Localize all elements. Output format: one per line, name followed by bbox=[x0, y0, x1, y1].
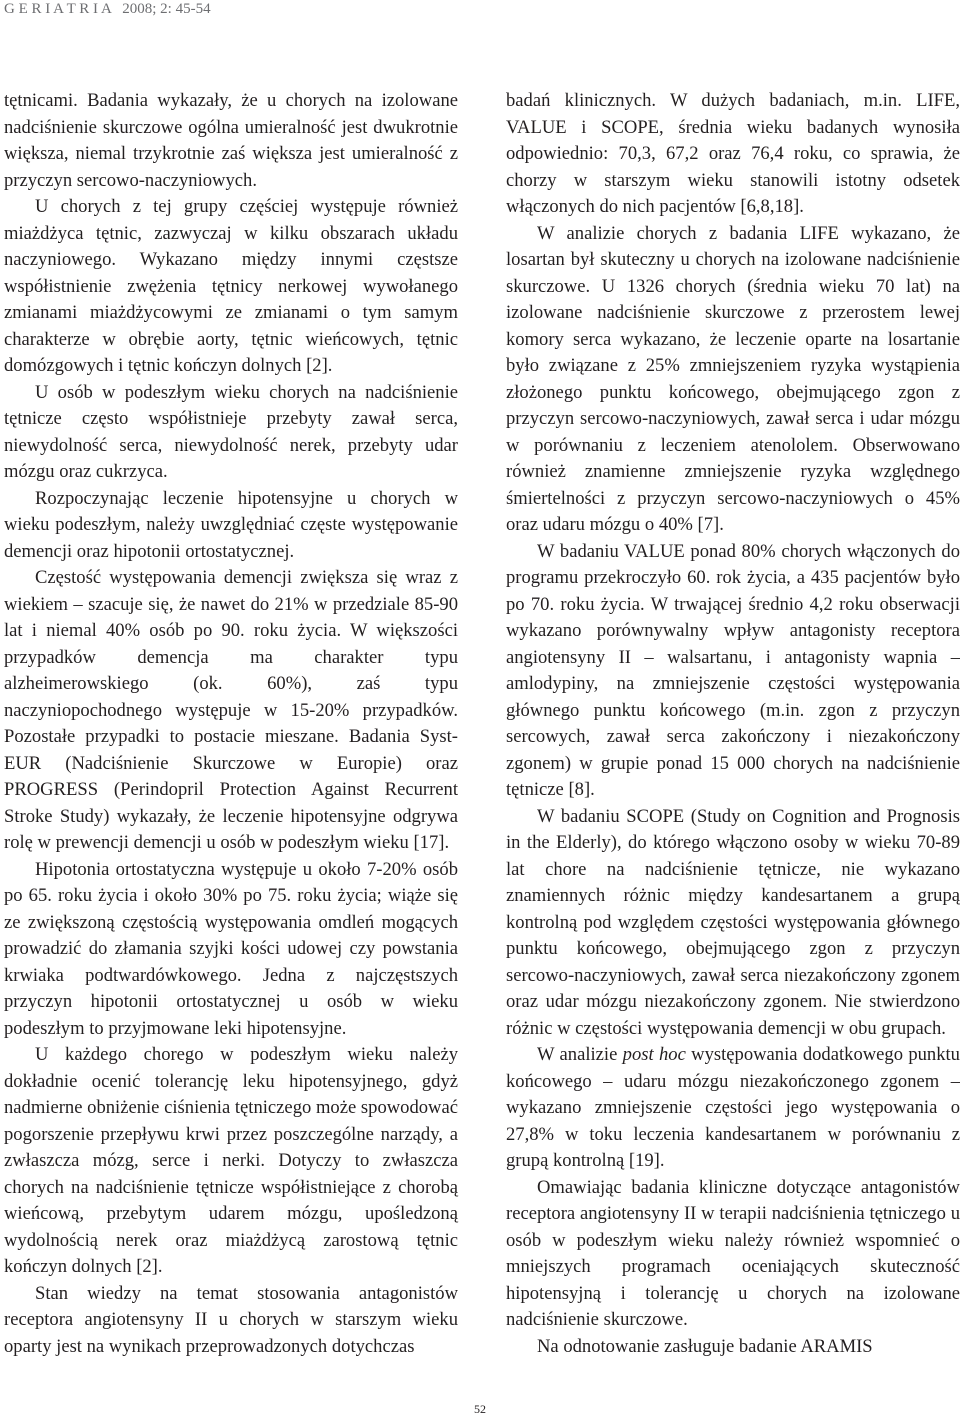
paragraph: tętnicami. Badania wykazały, że u chorych na izolowane nadciśnienie skurczowe ogólna umieralność jest dwukrotnie większa, niemal trzykrotnie zaś większa jest umieralność z przyczyn sercowo-naczyniowych. bbox=[4, 90, 458, 191]
paragraph-post-hoc bbox=[506, 1042, 960, 1175]
paragraph: Omawiając badania kliniczne dotyczące antagonistów receptora angiotensyny II w terapii nadciśnienia tętniczego u osób w podeszłym wieku należy również wspomnieć o mniejszych programach oceniających skuteczność hipotensyjną i tolerancję u chorych na izolowane nadciśnienie skurczowe. bbox=[506, 1176, 960, 1330]
journal-citation: 2008; 2: 45-54 bbox=[122, 1, 211, 17]
paragraph: Częstość występowania demencji zwiększa się wraz z wiekiem – szacuje się, że nawet do 21% w przedziale 85-90 lat i niemal 40% osób po 90. roku życia. W większości przypadków demencja ma charakter typu alzheimerowskiego (ok. 60%), zaś typu naczyniopochodnego występuje w 15-20% przypadków. Pozostałe przypadki to postacie mieszane. Badania Syst-EUR (Nadciśnienie Skurczowe w Europie) oraz PROGRESS (Perindopril Protection Against Recurrent Stroke Study) wykazały, że leczenie hipotensyjne odgrywa rolę w prewencji demencji u osób w podeszłym wieku [17]. bbox=[4, 567, 458, 853]
paragraph: W badaniu VALUE ponad 80% chorych włączonych do programu przekroczyło 60. rok życia, a 435 pacjentów było po 70. roku życia. W trwającej średnio 4,2 roku obserwacji wykazano porównywalny wpływ antagonisty receptora angiotensyny II – walsartanu, i antagonisty wapnia – amlodypiny, na zmniejszenie częstości występowania głównego punktu końcowego (m.in. zgon z przyczyn sercowych, zawał serca zakończony i niezakończony zgonem) w grupie ponad 15 000 chorych na nadciśnienie tętnicze [8]. bbox=[506, 540, 960, 800]
paragraph: Hipotonia ortostatyczna występuje u około 7-20% osób po 65. roku życia i około 30% po 75. roku życia; wiąże się ze zwiększoną częstością występowania omdleń mogących prowadzić do złamania szyjki kości udowej czy powstania krwiaka podtwardówkowego. Jedna z najczęstszych przyczyn hipotonii ortostatycznej u osób w wieku podeszłym to przyjmowane leki hipotensyjne. bbox=[4, 858, 458, 1039]
paragraph: W analizie chorych z badania LIFE wykazano, że losartan był skuteczny u chorych na izolowane nadciśnienie skurczowe. U 1326 chorych (średnia wieku 70 lat) na izolowane nadciśnienie skurczowe z przerostem lewej komory serca wykazano, że leczenie oparte na losartanie było związane z 25% zmniejszeniem ryzyka wystąpienia złożonego punktu końcowego, obejmującego zgon z przyczyn sercowo-naczyniowych, zawał serca i udar mózgu w porównaniu z leczeniem atenololem. Obserwowano również znamienne zmniejszenie ryzyka względnego śmiertelności z przyczyn sercowo-naczyniowych o 45% oraz udaru mózgu o 40% [7]. bbox=[506, 222, 960, 535]
journal-name: G E R I A T R I A bbox=[4, 1, 111, 17]
right-column bbox=[506, 88, 960, 1360]
paragraph: U chorych z tej grupy częściej występuje również miażdżyca tętnic, zazwyczaj w kilku obszarach układu naczyniowego. Wykazano między innymi częstsze współistnienie zwężenia tętnicy nerkowej wywołanego zmianami miażdżycowymi ze zmianami o tym samym charakterze w obrębie aorty, tętnic wieńcowych, tętnic domózgowych i tętnic kończyn dolnych [2]. bbox=[4, 196, 458, 376]
paragraph: W badaniu SCOPE (Study on Cognition and Prognosis in the Elderly), do którego włączono osoby w wieku 70-89 lat chore na nadciśnienie tętnicze, nie wykazano znamiennych różnic między kandesartanem a grupą kontrolną pod względem częstości występowania głównego punktu końcowego, obejmującego zgon z przyczyn sercowo-naczyniowych, zawał serca niezakończony zgonem oraz udar mózgu niezakończony zgonem. Nie stwierdzono różnic w częstości występowania demencji w obu grupach. bbox=[506, 805, 960, 1039]
paragraph: U osób w podeszłym wieku chorych na nadciśnienie tętnicze często współistnieje przebyty zawał serca, niewydolność serca, niewydolność nerek, przebyty udar mózgu oraz cukrzyca. bbox=[4, 381, 458, 482]
page-number: 52 bbox=[474, 1402, 486, 1416]
left-column bbox=[4, 88, 458, 1360]
paragraph-text: występowania dodatkowego punktu końcowego – udaru mózgu niezakończonego zgonem – wykazano zmniejszenie częstości jego występowania o 27,8% w toku leczenia kandesartanem w porównaniu z grupą kontrolną [19]. bbox=[506, 1044, 960, 1171]
paragraph: Stan wiedzy na temat stosowania antagonistów receptora angiotensyny II u chorych w starszym wieku oparty jest na wynikach przeprowadzonych dotychczas bbox=[4, 1282, 458, 1357]
italic-term: post hoc bbox=[622, 1044, 686, 1065]
running-head bbox=[4, 0, 211, 18]
paragraph: Na odnotowanie zasługuje badanie ARAMIS bbox=[537, 1335, 873, 1357]
paragraph: U każdego chorego w podeszłym wieku należy dokładnie ocenić tolerancję leku hipotensyjnego, gdyż nadmierne obniżenie ciśnienia tętniczego może spowodować pogorszenie przepływu krwi przez poszczególne narządy, a zwłaszcza mózg, serce i nerki. Dotyczy to zwłaszcza chorych na nadciśnienie tętnicze współistniejące z chorobą wieńcową, przebytym udarem mózgu, upośledzoną wydolnością nerek oraz miażdżycą zarostową tętnic kończyn dolnych [2]. bbox=[4, 1044, 458, 1277]
paragraph: Rozpoczynając leczenie hipotensyjne u chorych w wieku podeszłym, należy uwzględniać częste występowanie demencji oraz hipotonii ortostatycznej. bbox=[4, 487, 458, 562]
paragraph: badań klinicznych. W dużych badaniach, m.in. LIFE, VALUE i SCOPE, średnia wieku badanych wynosiła odpowiednio: 70,3, 67,2 oraz 76,4 roku, co sprawia, że chorzy w starszym wieku stanowili istotny odsetek włączonych do nich pacjentów [6,8,18]. bbox=[506, 90, 960, 217]
paragraph-text: W analizie bbox=[537, 1044, 623, 1065]
